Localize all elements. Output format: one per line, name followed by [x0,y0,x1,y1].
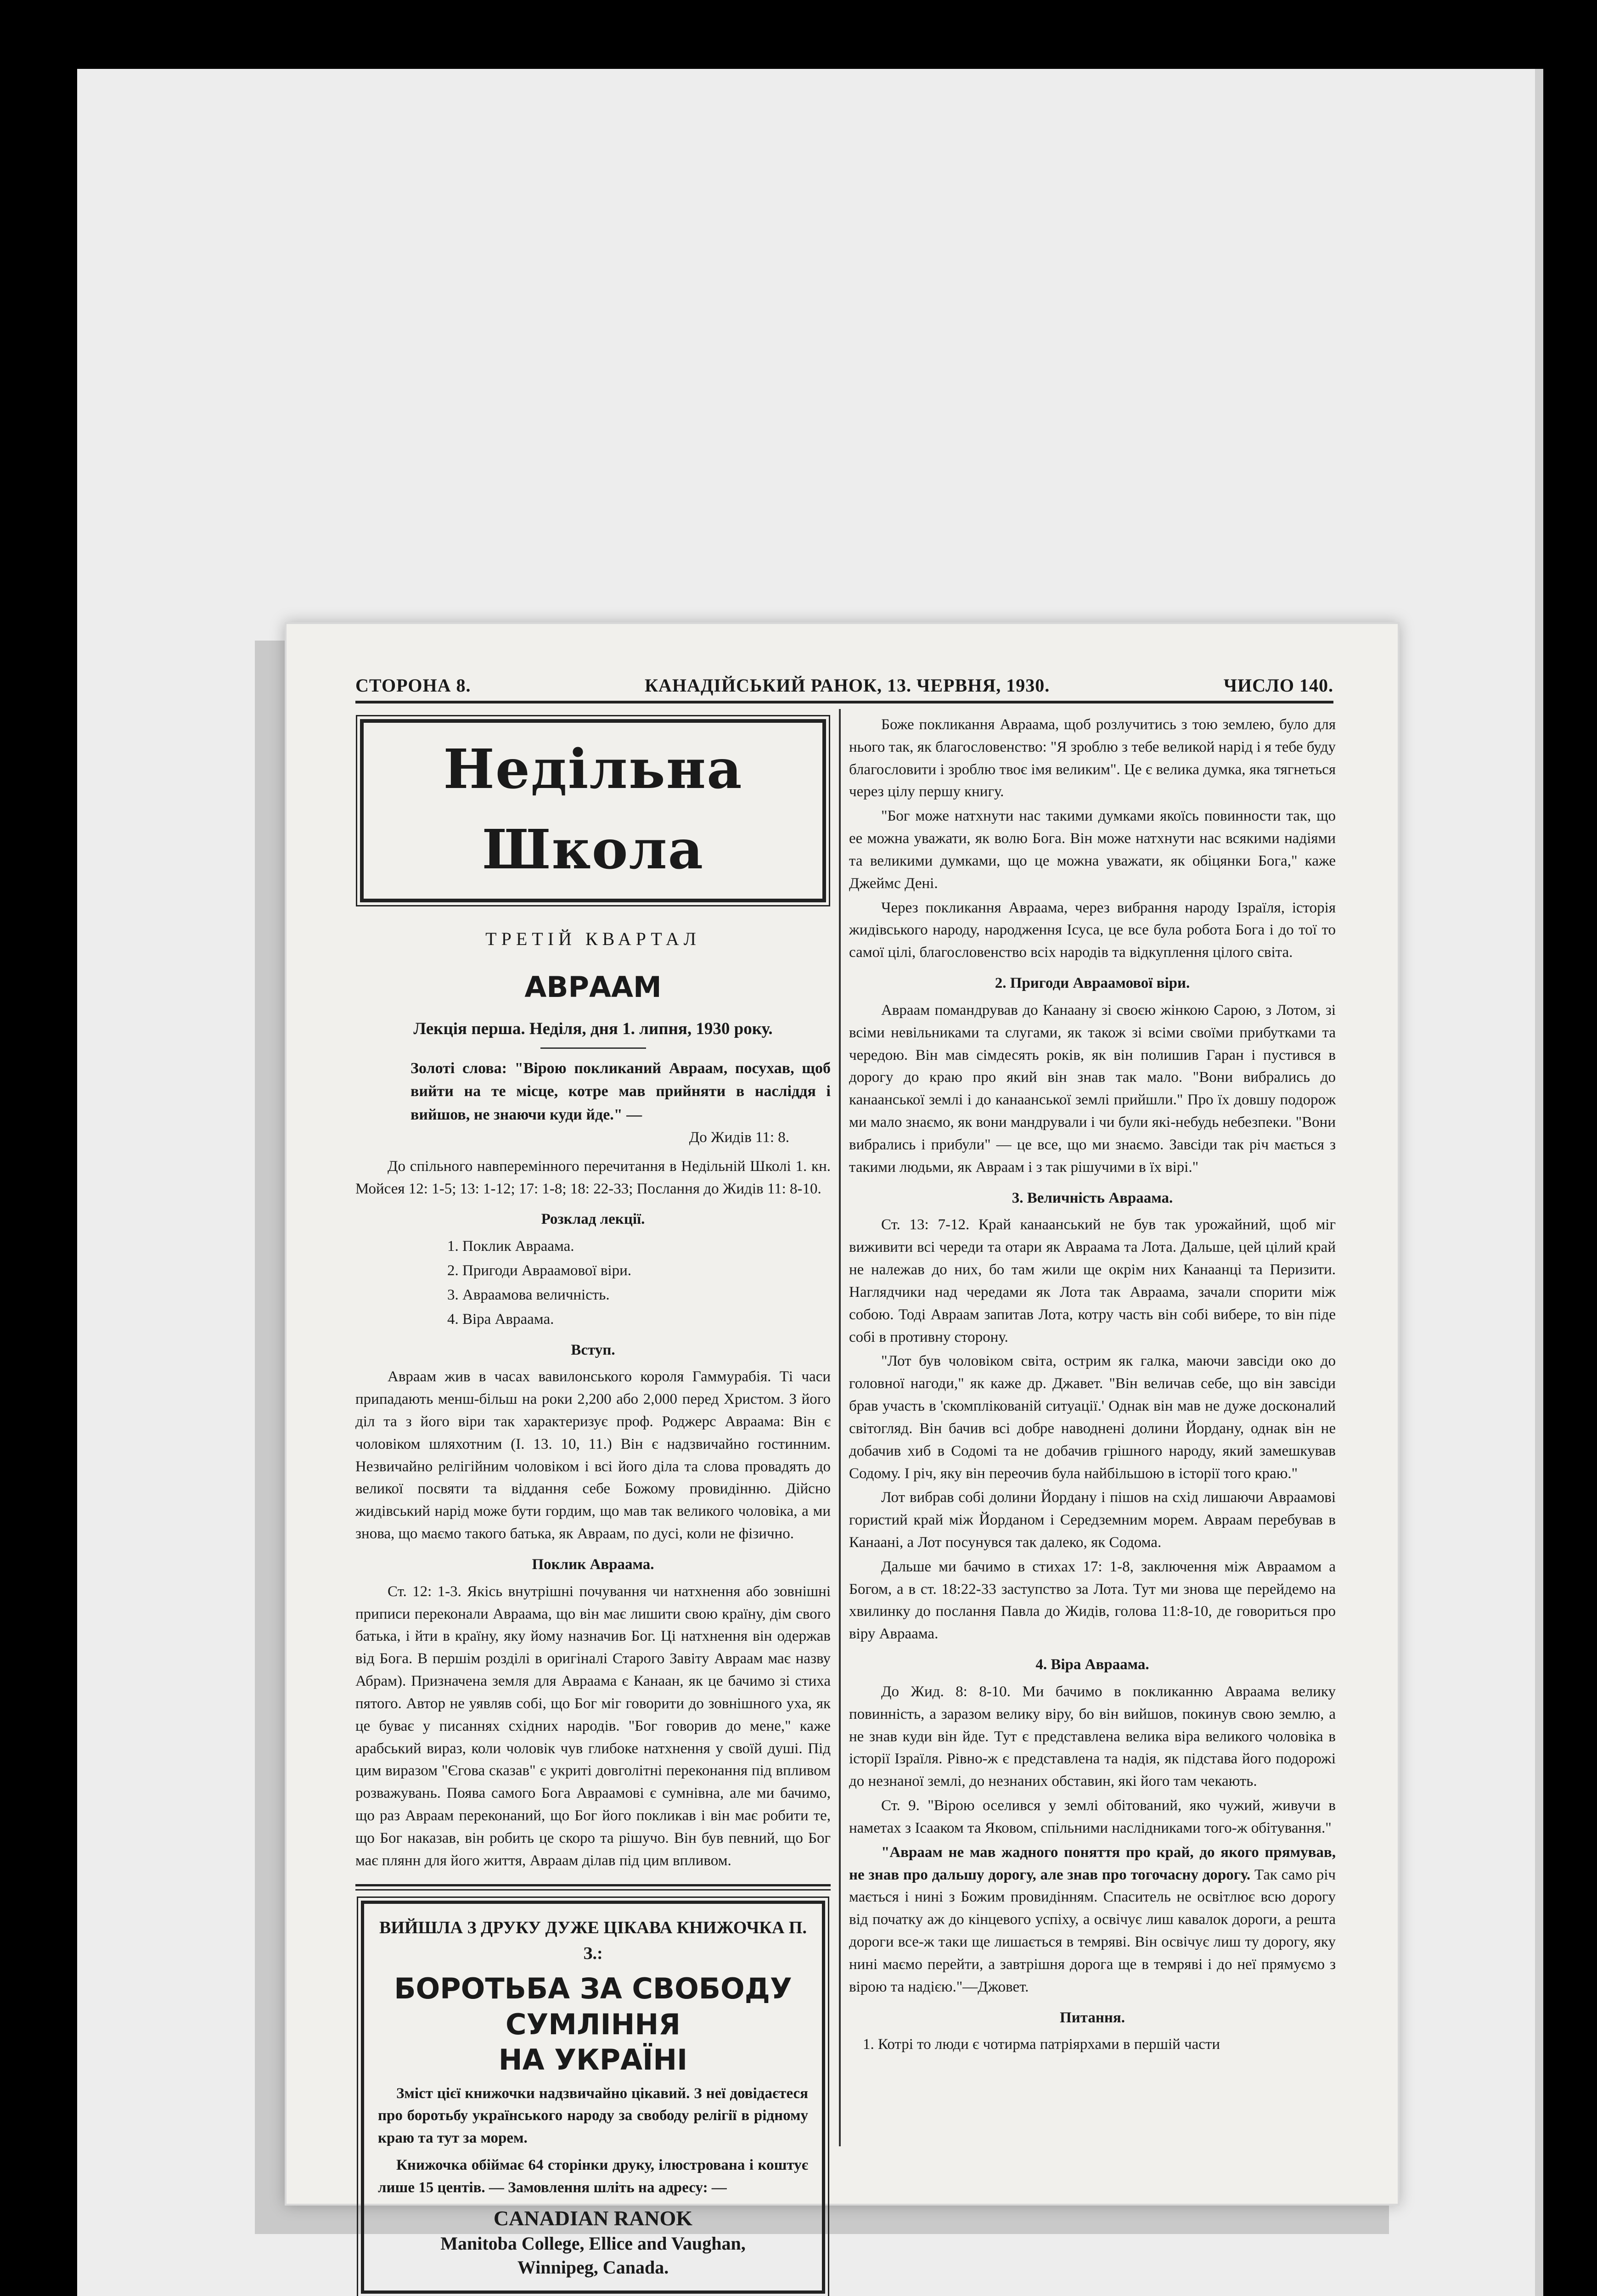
intro-heading: Вступ. [571,1341,615,1358]
paragraph: Лот вибрав собі долини Йордану і пішов на схід лишаючи Авраамові гористий край між Йорданом і Середземним морем. Авраам перебував в Канаані, а Лот посунувся так далеко, як Содома. [849,1489,1336,1551]
newspaper-clipping [285,622,1400,2278]
ad-title-line-2: НА УКРАЇНІ [498,2043,688,2077]
golden-text: Золоті слова: "Вірою покликаний Авраам, посухав, щоб вийти на те місце, котре мав прийняти в насліддя і вийшов, не знаючи куди йде." — [410,1059,831,1123]
section-heading: 3. Величність Авраама. [1012,1189,1173,1206]
plan-heading: Розклад лекції. [541,1211,645,1228]
paragraph: Через покликання Авраама, через вибрання народу Ізраїля, історія жидівського народу, народження Ісуса, це все була робота Бога і до тої то самої цілі, благословенство всіх народів та відкуплення цілого світа. [849,899,1336,961]
page-number: СТОРОНА 8. [355,675,471,696]
short-divider [540,1047,646,1049]
bold-quote: "Авраам не мав жадного поняття про край, до якого прямував, не знав про дальшу дорогу, але знав про тогочасну дорогу. [849,1844,1336,1883]
plan-item: 2. Пригоди Авраамової віри. [447,1262,631,1279]
question-item: 1. Котрі то люди є чотирма патріярхами в першій части [863,2036,1220,2053]
lesson-plan-list [355,1235,831,1330]
lesson-date: Лекція перша. Неділя, дня 1. липня, 1930 року. [413,1019,773,1039]
paragraph: До Жид. 8: 8-10. Ми бачимо в покликанню Авраама велику повинність, а заразом велику віру, бо він вийшов, покинув свою землю, а не знав куди він йде. Тут є представлена велика віра великого чоловіка в історії Ізраїля. Рівно-ж є представлена та надія, як підстава його подорожі до незнаної землі, до незнаних обставин, які його там чекають. [849,1683,1336,1790]
ad-announcement: ВИЙШЛА З ДРУКУ ДУЖЕ ЦІКАВА КНИЖОЧКА П. З.: [379,1918,807,1963]
section-heading: 4. Віра Авраама. [1035,1656,1149,1673]
ad-book-title [378,1971,808,2078]
paragraph: Ст. 9. "Вірою оселився у землі обітований, яко чужий, живучи в наметах з Ісааком та Яковом, спільними наслідниками того-ж обітування." [849,1797,1336,1836]
paper-title-date: КАНАДІЙСЬКИЙ РАНОК, 13. ЧЕРВНЯ, 1930. [644,675,1050,696]
intro-paragraph: Авраам жив в часах вавилонського короля Гаммурабія. Ті часи припадають менш-більш на роки 2,200 або 2,000 перед Христом. З його діл та з його віри так характеризує проф. Роджерс Авраама: Він є чоловіком шляхотним (І. 13. 10, 11.) Він є надзвичайно гостинним. Незвичайно релігійним чоловіком і всі його діла та слова провадять до великої посвяти та віддання себе Божому провидінню. Дійсно жидівський нарід може бути гордим, що мав так великого чоловіка, а ми знова, що маємо такого батька, як Авраам, по дусі, коли не фізично. [355,1368,831,1542]
call-paragraph: Ст. 12: 1-3. Якісь внутрішні почування чи натхнення або зовнішні приписи переконали Авраама, що він має лишити свою країну, дім свого батька, і йти в країну, яку йому назначив Бог. Ці натхнення він одержав від Бога. В першім розділі в оригіналі Старого Завіту Авраам має назву Абрам). Призначена земля для Авраама є Канаан, як це бачимо зі стиха пятого. Автор не уявляв собі, що Бог міг говорити до зовнішного уха, як це буває у писаннях східних народів. "Бог говорив до мене," каже арабський вираз, коли чоловік чув глибоке натхнення у своїй душі. Під цим виразом "Єгова сказав" є укриті довголітні переконання під впливом розважувань. Поява самого Бога Авраамові є сумнівна, але ми бачимо, що раз Авраам переконаний, що Бог його покликав і він має робити те, що Бог наказав, він робить це скоро та рішучо. Він був певний, що Бог має плянн для його життя, Авраам ділав під цим впливом. [355,1583,831,1869]
lesson-title: АВРААМ [524,970,662,1004]
plan-item: 1. Поклик Авраама. [447,1238,574,1255]
plan-item: 3. Авраамова величність. [447,1286,610,1303]
ad-address-street: Manitoba College, Ellice and Vaughan, [440,2233,746,2254]
issue-number: ЧИСЛО 140. [1223,675,1333,696]
ad-address-city: Winnipeg, Canada. [517,2257,669,2278]
column-divider [839,709,841,2146]
golden-text-reference: До Жидів 11: 8. [689,1129,789,1146]
ad-price-info: Книжочка обіймає 64 сторінки друку, ілюстрована і коштує лише 15 центів. — Замовлення шліть на адресу: — [378,2157,808,2196]
quote-continuation: Так само річ мається і нині з Божим провидінням. Спаситель не освітлює всю дорогу від початку аж до кінцевого успіху, а освічує лиш кавалок дороги, а решта дороги все-ж таки ще лишається в темряві. Він освічує лиш ту дорогу, яку нині маємо перейти, а завтрішня дорога ще в темряві і до неї прямуємо з вірою та надією."—Джовет. [849,1866,1336,1995]
right-column [849,714,1336,2058]
reading-assignment: До спільного навперемінного перечитання в Недільній Школі 1. кн. Мойсея 12: 1-5; 13: 1-12; 17: 1-8; 18: 22-33; Послання до Жидів 11: 8-10. [355,1158,831,1197]
ad-address-name: CANADIAN RANOK [493,2206,693,2230]
questions-heading: Питання. [1060,2009,1125,2026]
call-heading: Поклик Авраама. [532,1556,654,1573]
ad-description: Зміст цієї книжочки надзвичайно цікавий. З неї довідаєтеся про боротьбу українського народу за свободу релігії в рідному краю та тут за морем. [378,2085,808,2147]
ad-title-line-1: БОРОТЬБА ЗА СВОБОДУ СУМЛІННЯ [394,1972,792,2041]
quarter-label: ТРЕТІЙ КВАРТАЛ [485,929,701,950]
paragraph: Ст. 13: 7-12. Край канаанський не був так урожайний, щоб міг виживити всі череди та отари як Авраама та Лота. Дальше, цей цілий край не належав до них, бо там жили ще окрім них Канаанці та Перизити. Наглядчики над чередами як Лота так Авраама, зачали спорити між собою. Тоді Авраам запитав Лота, котру часть він собі вибере, то він піде собі в противну сторону. [849,1216,1336,1345]
ad-address [378,2205,808,2280]
section-masthead: Недільна Школа [360,719,826,902]
paragraph: Боже покликання Авраама, щоб розлучитись з тою землею, було для нього так, як благословенство: "Я зроблю з тебе великой нарід і я тебе буду благословити і зроблю твоє імя великим". Це є велика думка, яка тягнеться через цілу першу книгу. [849,716,1336,800]
paragraph: Авраам помандрував до Канаану зі своєю жінкою Сарою, з Лотом, зі всіми невільниками та слугами, як також зі всіми своїми прибутками та чередою. Він мав сімдесять років, як він полишив Гаран і пустився в дорогу до краю про який він знав так мало. "Вони вибрались до канаанської землі і до канаанської землі прийшли." Про їх довшу подорож ми мало знаємо, як вони мандрували і чи були які-небудь небезпеки. "Вони вибрались і прибули" — це все, що ми знаємо. Завсіди так річ мається з такими людьми, як Авраам і з так рішучими в їх вірі." [849,1002,1336,1176]
section-heading: 2. Пригоди Авраамової віри. [995,975,1190,992]
paragraph: "Бог може натхнути нас такими думками якоїсь повинности так, що ее можна уважати, як волю Бога. Він може натхнути нас всякими надіями та великими думками, що це можна уважати, як обіцянки Бога," каже Джеймс Дені. [849,808,1336,892]
paragraph: Дальше ми бачимо в стихах 17: 1-8, заключення між Авраамом а Богом, а в ст. 18:22-33 заступство за Лота. Тут ми знова ще перейдемо на хвилинку до послання Павла до Жидів, голова 11:8-10, де говориться про віру Авраама. [849,1558,1336,1643]
paragraph [849,1841,1336,1998]
double-divider [355,1884,831,1891]
book-advertisement [361,1901,825,2294]
left-column [355,714,831,2294]
newspaper-header [355,675,1333,703]
plan-item: 4. Віра Авраама. [447,1311,554,1328]
paragraph: "Лот був чоловіком світа, острим як галка, маючи завсіди око до головної нагоди," як каже др. Джавет. "Він величав себе, що він завсіди брав участь в 'скомплікованій ситуації.' Однак він мав не дуже досконалий світогляд. Він бачив всі добре наводнені долини Йордану, однак він не добачив хиб в Содомі та не добачив грішного народу, який замешкував Содому. І річ, яку він переочив була найбільшою в історії того краю." [849,1353,1336,1482]
